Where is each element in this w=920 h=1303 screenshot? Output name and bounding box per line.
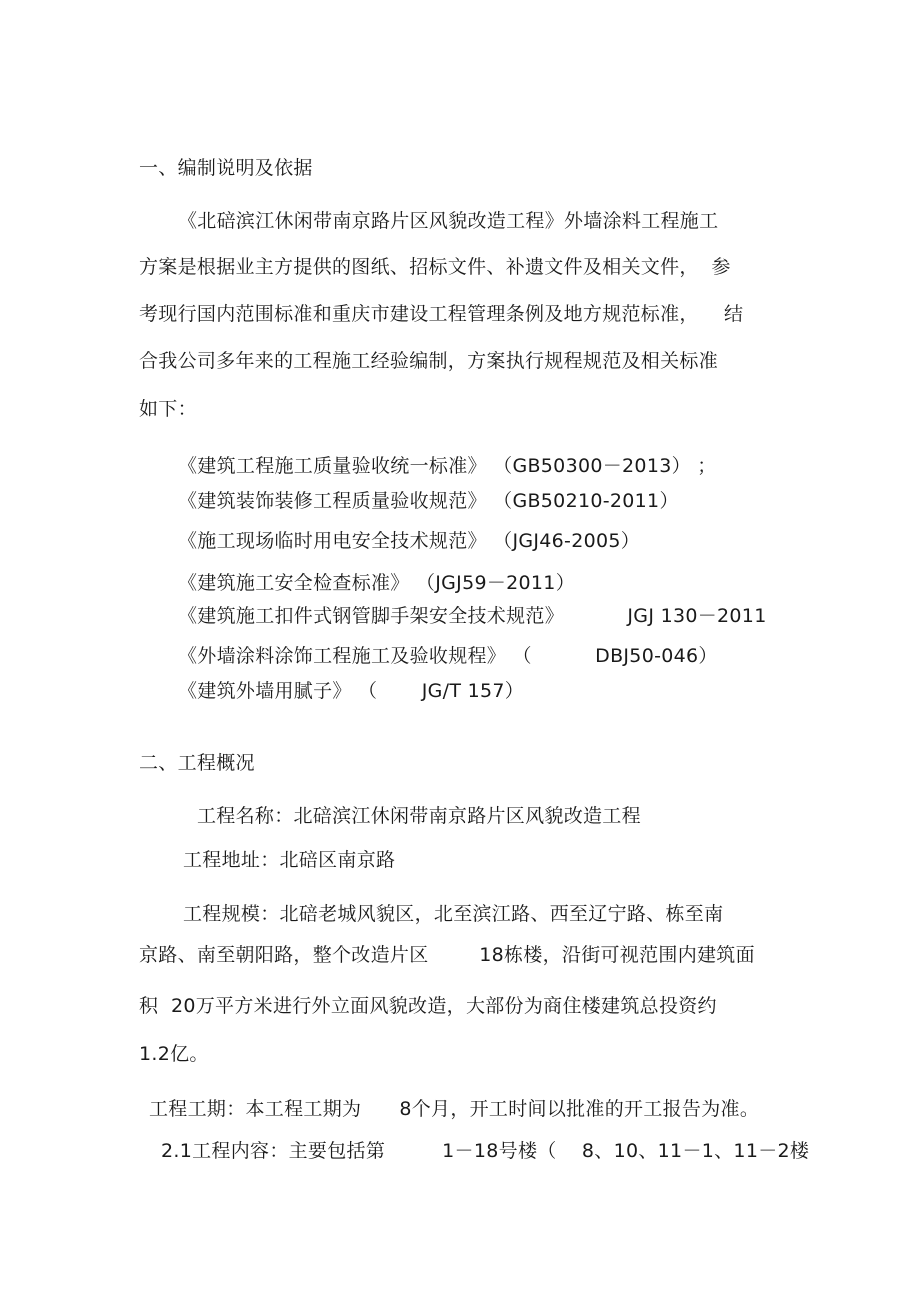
- paragraph-line: 《北碚滨江休闲带南京路片区风貌改造工程》外墙涂料工程施工: [178, 210, 719, 232]
- standard-item: 《建筑施工安全检查标准》 （JGJ59－2011）: [178, 572, 576, 594]
- paragraph-line: 方案是根据业主方提供的图纸、招标文件、补遗文件及相关文件， 参: [139, 256, 731, 278]
- standard-item: 《建筑工程施工质量验收统一标准》 （GB50300－2013） ；: [178, 455, 717, 477]
- paragraph-line: 考现行国内范围标准和重庆市建设工程管理条例及地方规范标准， 结: [139, 303, 744, 325]
- standard-item: 《建筑施工扣件式钢管脚手架安全技术规范》 JGJ 130－2011: [178, 605, 767, 627]
- standard-item: 《建筑装饰装修工程质量验收规范》 （GB50210-2011）: [178, 490, 679, 512]
- scale-line: 1.2亿。: [139, 1043, 209, 1065]
- paragraph-line: 如下：: [139, 398, 197, 420]
- project-name: 工程名称：北碚滨江休闲带南京路片区风貌改造工程: [197, 805, 641, 827]
- paragraph-line: 合我公司多年来的工程施工经验编制，方案执行规程规范及相关标准: [139, 350, 719, 372]
- standard-item: 《施工现场临时用电安全技术规范》 （JGJ46-2005）: [178, 530, 641, 552]
- section1-heading: 一、编制说明及依据: [139, 157, 313, 179]
- project-duration: 工程工期：本工程工期为 8个月，开工时间以批准的开工报告为准。: [149, 1098, 760, 1120]
- standard-item: 《外墙涂料涂饰工程施工及验收规程》 （ DBJ50-046）: [178, 645, 718, 667]
- scale-line: 工程规模：北碚老城风貌区，北至滨江路、西至辽宁路、栋至南: [183, 903, 724, 925]
- project-address: 工程地址：北碚区南京路: [183, 849, 396, 871]
- project-content: 2.1工程内容：主要包括第 1－18号楼（ 8、10、11－1、11－2楼: [161, 1140, 810, 1162]
- scale-line: 京路、南至朝阳路，整个改造片区 18栋楼，沿街可视范围内建筑面: [139, 944, 755, 966]
- section2-heading: 二、工程概况: [139, 752, 255, 774]
- standard-item: 《建筑外墙用腻子》 （ JG/T 157）: [178, 680, 525, 702]
- scale-line: 积 20万平方米进行外立面风貌改造，大部份为商住楼建筑总投资约: [139, 995, 717, 1017]
